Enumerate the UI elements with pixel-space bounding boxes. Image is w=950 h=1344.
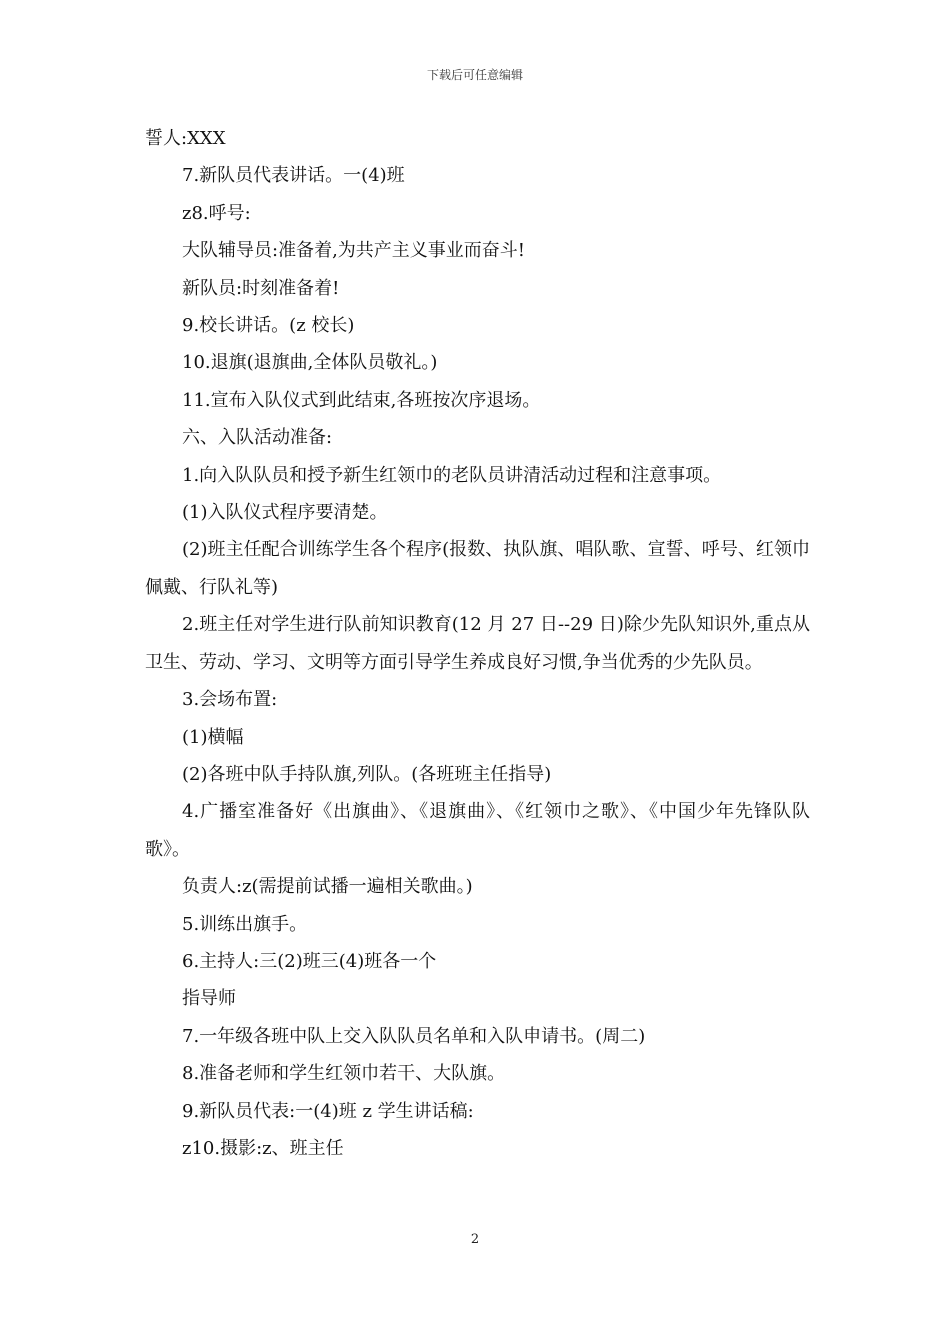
page-header: 下载后可任意编辑 [426,68,523,82]
prep-item-8: 8.准备老师和学生红领巾若干、大队旗。 [182,1063,506,1085]
item-10-retire-flag: 10.退旗(退旗曲,全体队员敬礼。) [182,352,438,374]
prep-item-2: 2.班主任对学生进行队前知识教育(12 月 27 日--29 日)除少先队知识外,重点从卫生、劳动、学习、文明等方面引导学生养成良好习惯,争当优秀的少先队员。 [145,614,810,673]
prep-item-5: 5.训练出旗手。 [182,913,308,935]
prep-item-3-sub-1: (1)横幅 [182,726,244,748]
document-body [145,120,810,1167]
prep-item-6-supervisor: 指导师 [182,988,236,1010]
page-number: 2 [470,1232,480,1247]
prep-item-6: 6.主持人:三(2)班三(4)班各一个 [182,950,437,972]
slogan-counselor: 大队辅导员:准备着,为共产主义事业而奋斗! [182,240,526,262]
prep-item-7: 7.一年级各班中队上交入队队员名单和入队申请书。(周二) [182,1025,646,1047]
prep-item-1: 1.向入队队员和授予新生红领巾的老队员讲清活动过程和注意事项。 [182,464,722,486]
item-11-ceremony-end: 11.宣布入队仪式到此结束,各班按次序退场。 [182,389,541,411]
prep-item-1-sub-1: (1)入队仪式程序要清楚。 [182,502,388,524]
prep-item-4: 4.广播室准备好《出旗曲》、《退旗曲》、《红领巾之歌》、《中国少年先锋队队歌》。 [145,801,810,860]
item-7-new-member-speech: 7.新队员代表讲话。一(4)班 [182,165,405,187]
prep-item-10: z10.摄影:z、班主任 [182,1137,344,1159]
slogan-new-members: 新队员:时刻准备着! [182,277,340,299]
prep-item-1-sub-2: (2)班主任配合训练学生各个程序(报数、执队旗、唱队歌、宣誓、呼号、红领巾佩戴、行队礼等) [145,539,810,598]
prep-item-3: 3.会场布置: [182,689,278,711]
item-8-slogan: z8.呼号: [182,202,251,224]
oath-person-line: 誓人:XXX [145,128,226,149]
section-6-heading: 六、入队活动准备: [182,427,333,449]
item-9-principal-speech: 9.校长讲话。(z 校长) [182,315,355,337]
prep-item-4-owner: 负责人:z(需提前试播一遍相关歌曲。) [182,876,473,898]
prep-item-9: 9.新队员代表:一(4)班 z 学生讲话稿: [182,1100,474,1122]
prep-item-3-sub-2: (2)各班中队手持队旗,列队。(各班班主任指导) [182,763,552,785]
